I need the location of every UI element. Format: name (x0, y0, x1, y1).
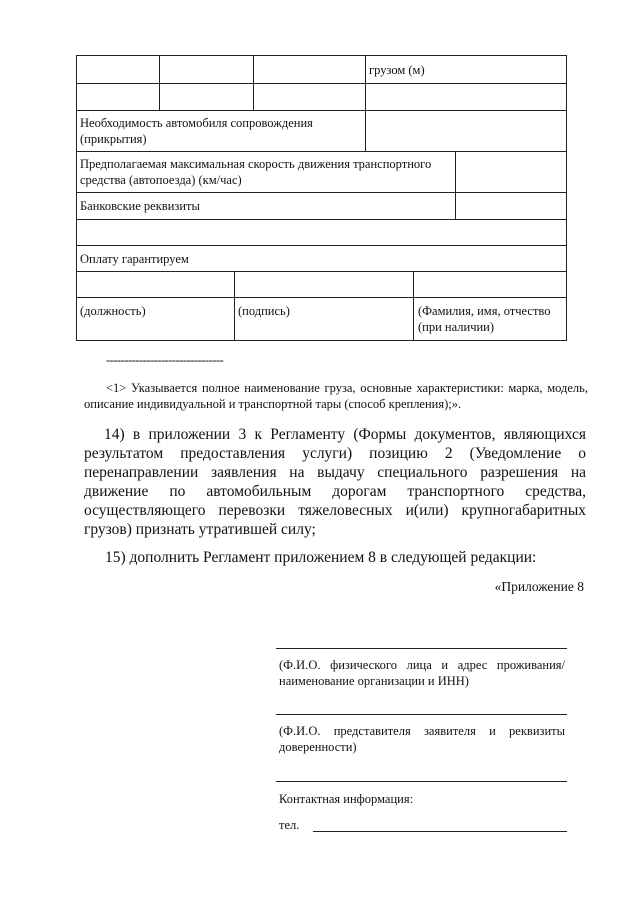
applicant-line (276, 648, 567, 649)
contact-line (276, 781, 567, 782)
footnote-separator: -------------------------------- (106, 353, 224, 367)
payment-guarantee-label: Оплату гарантируем (80, 252, 189, 266)
signature-position-caption: (должность) (80, 304, 146, 318)
applicant-caption: (Ф.И.О. физического лица и адрес проживания/наименование организации и ИНН) (279, 658, 565, 688)
signature-caption: (подпись) (238, 304, 290, 318)
max-speed-label: Предполагаемая максимальная скорость движения транспортного средства (автопоезда) (км/час) (80, 157, 432, 187)
footnote-text: <1> Указывается полное наименование груза, основные характеристики: марка, модель, описание индивидуальной и транспортной тары (способ крепления);». (84, 381, 588, 411)
appendix-label: «Приложение 8 (494, 579, 584, 594)
signature-name-caption: (Фамилия, имя, отчество (при наличии) (418, 304, 551, 334)
table-cell-load-height: грузом (м) (369, 63, 425, 77)
representative-caption: (Ф.И.О. представителя заявителя и реквизиты доверенности) (279, 724, 565, 754)
item-14-paragraph: 14) в приложении 3 к Регламенту (Формы документов, являющихся результатом предоставления услуги) позицию 2 (Уведомление о перенаправлении заявления на выдачу специального разрешения на движение по автомобильным дорогам транспортного средства, осуществляющего перевозки тяжеловесных и(или) крупногабаритных грузов) признать утратившей силу; (84, 426, 586, 538)
item-15-paragraph: 15) дополнить Регламент приложением 8 в следующей редакции: (105, 549, 537, 566)
phone-label: тел. (279, 818, 300, 832)
representative-line (276, 714, 567, 715)
bank-details-label: Банковские реквизиты (80, 199, 200, 213)
phone-line (313, 831, 567, 832)
escort-vehicle-label: Необходимость автомобиля сопровождения (прикрытия) (80, 116, 313, 146)
contact-label: Контактная информация: (279, 792, 414, 806)
